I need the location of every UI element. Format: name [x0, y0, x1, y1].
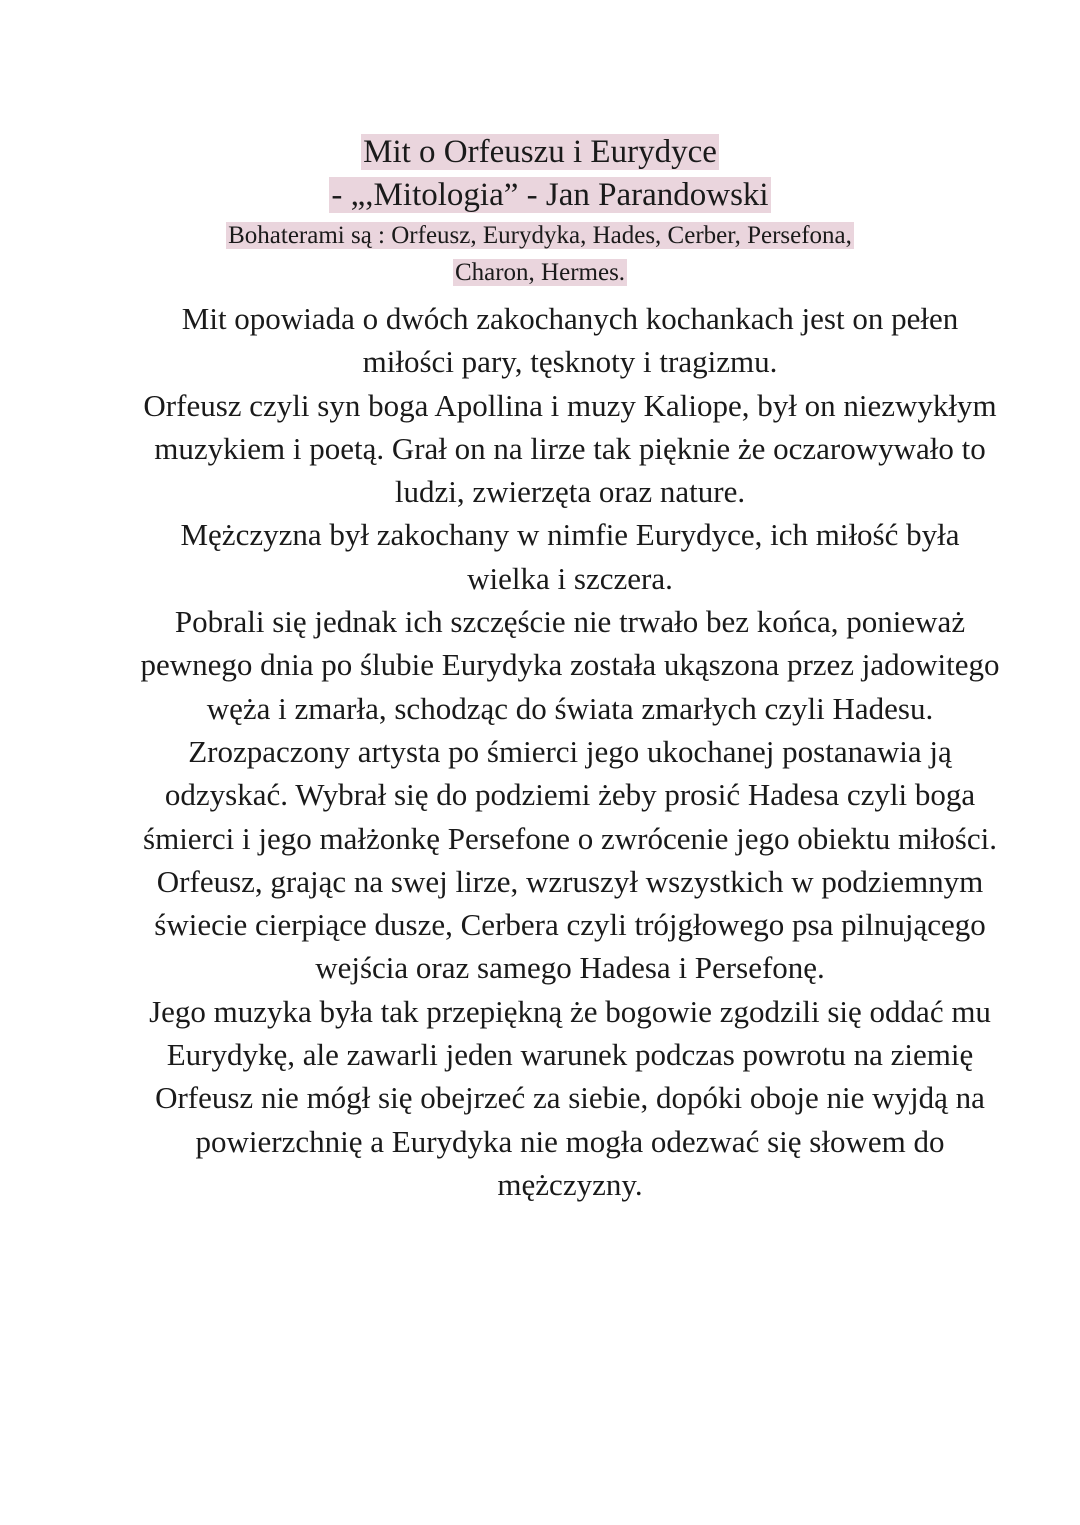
paragraph-love: Mężczyzna był zakochany w nimfie Eurydyce, ich miłość była wielka i szczera. [180, 517, 960, 596]
paragraph-condition: Jego muzyka była tak przepiękną że bogowie zgodzili się oddać mu Eurydykę, ale zawarli jeden warunek podczas powrotu na ziemię Orfeusz nie mógł się obejrzeć za siebie, dopóki oboje nie wyjdą na powierzchnię a Eurydyka nie mogła odezwać się słowem do mężczyzny. [149, 993, 991, 1202]
heroes-text-1: Bohaterami są : Orfeusz, Eurydyka, Hades, Cerber, Persefona, [228, 222, 852, 249]
document-body [140, 297, 1000, 1206]
document-subtitle: - „,Mitologia” - Jan Parandowski [331, 177, 769, 213]
paragraph-intro: Mit opowiada o dwóch zakochanych kochankach jest on pełen miłości pary, tęsknoty i tragizmu. [181, 301, 959, 380]
title-line [0, 131, 1080, 174]
paragraph-death: Pobrali się jednak ich szczęście nie trwało bez końca, ponieważ pewnego dnia po ślubie Eurydyka została ukąszona przez jadowitego węża i zmarła, schodząc do świata zmarłych czyli Hadesu. Zrozpaczony artysta po śmierci jego ukochanej postanawia ją odzyskać. Wybrał się do podziemi żeby prosić Hadesa czyli boga śmierci i jego małżonkę Persefone o zwrócenie jego obiektu miłości. [140, 604, 1000, 856]
heroes-line-2 [0, 254, 1080, 291]
paragraph-underworld: Orfeusz, grając na swej lirze, wzruszył wszystkich w podziemnym świecie cierpiące dusze, Cerbera czyli trójgłowego psa pilnującego wejścia oraz samego Hadesa i Persefonę. [154, 863, 986, 986]
heroes-text-2: Charon, Hermes. [454, 259, 626, 286]
paragraph-orfeusz: Orfeusz czyli syn boga Apollina i muzy Kaliope, był on niezwykłym muzykiem i poetą. Grał on na lirze tak pięknie że oczarowywało to ludzi, zwierzęta oraz nature. [143, 387, 997, 510]
document-title: Mit o Orfeuszu i Eurydyce [363, 134, 717, 170]
document-header [0, 131, 1080, 291]
heroes-line-1 [0, 217, 1080, 254]
subtitle-line [10, 174, 1080, 217]
